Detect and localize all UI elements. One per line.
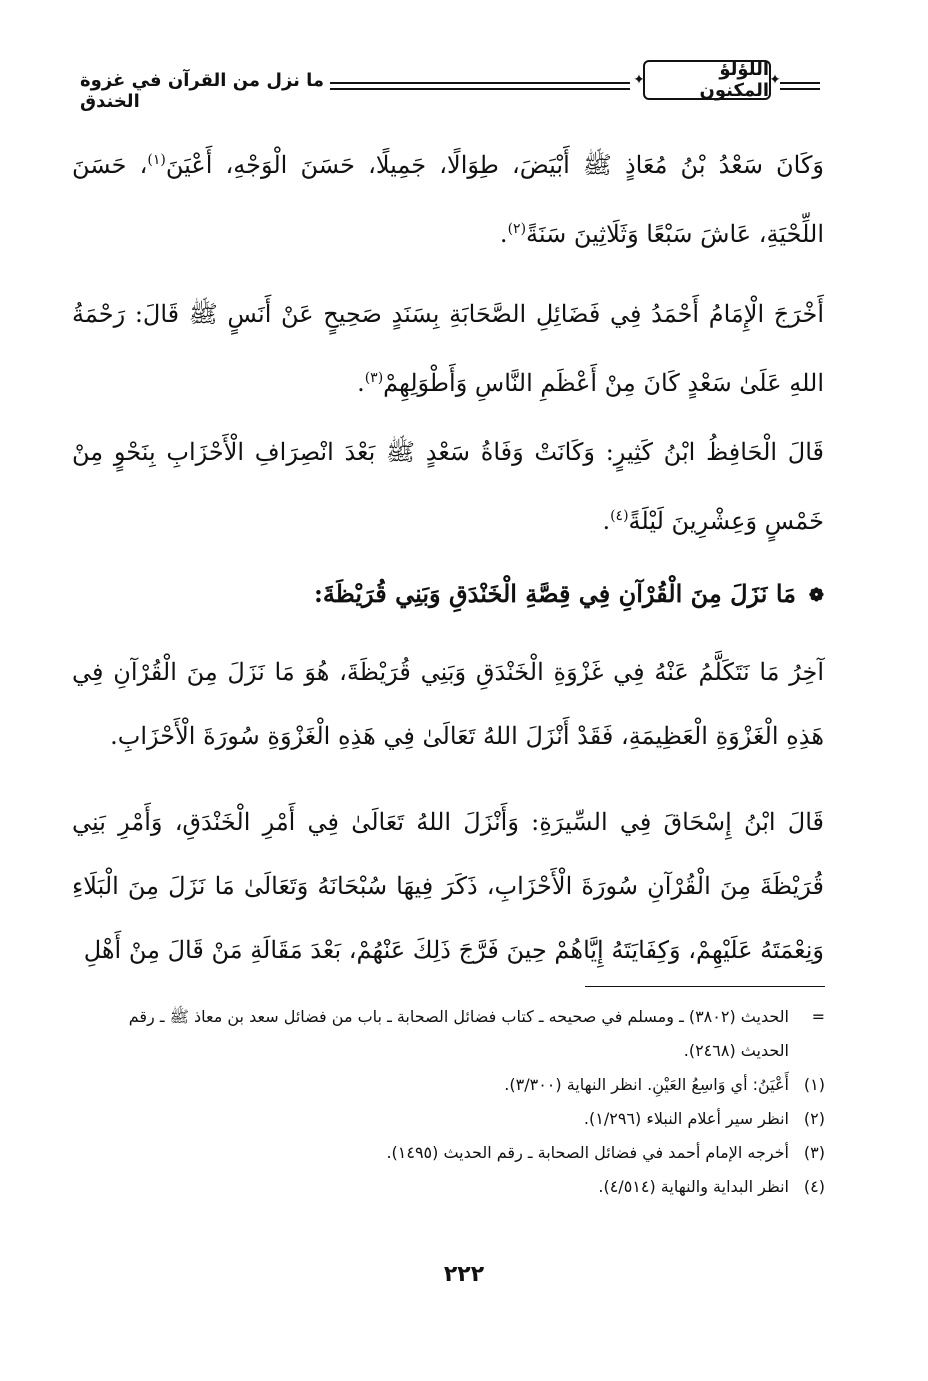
paragraph-1-text: وَكَانَ سَعْدُ بْنُ مُعَاذٍ ﷺ أَبْيَضَ، طِوَالًا، جَمِيلًا، حَسَنَ الْوَجْهِ، أَعْيَنَ: [165, 151, 825, 179]
ornament-icon: ✦: [633, 72, 645, 88]
book-title: اللؤلؤ المكنون: [699, 59, 769, 101]
footnotes: [80, 1000, 825, 1204]
section-heading: [72, 570, 824, 618]
header-rule-left: [330, 82, 630, 90]
footnote-text: أخرجه الإمام أحمد في فضائل الصحابة ـ رقم الحديث (١٤٩٥).: [386, 1143, 789, 1162]
paragraph-1: وَكَانَ سَعْدُ بْنُ مُعَاذٍ ﷺ أَبْيَضَ، طِوَالًا، جَمِيلًا، حَسَنَ الْوَجْهِ، أَعْيَنَ$^{(١)}$، حَسَنَ اللِّحْيَةِ، عَاشَ سَبْعًا وَثَلَاثِينَ سَنَةً$^{(٢)}$.: [72, 151, 825, 248]
continuation-mark: =: [811, 1007, 825, 1026]
footnote-ref-2: (٢): [507, 221, 527, 237]
flower-icon: ❁: [808, 584, 824, 606]
page-number: ٢٢٢: [443, 1262, 485, 1287]
footnote-text: أَعْيَنُ: أي وَاسِعُ العَيْنِ. انظر النهاية (٣/٣٠٠).: [504, 1075, 789, 1094]
footnote-number: (٣): [803, 1143, 825, 1162]
footnote-divider: [585, 986, 825, 987]
chapter-title: ما نزل من القرآن في غزوة الخندق: [80, 70, 325, 112]
footnote-item: [80, 1170, 825, 1204]
footnote-text: انظر البداية والنهاية (٤/٥١٤).: [598, 1177, 789, 1196]
paragraph-5: قَالَ ابْنُ إِسْحَاقَ فِي السِّيرَةِ: وَأَنْزَلَ اللهُ تَعَالَىٰ فِي أَمْرِ الْخَنْدَقِ، وَأَمْرِ بَنِي قُرَيْظَةَ مِنَ الْقُرْآنِ سُورَةَ الْأَحْزَابِ، ذَكَرَ فِيهَا سُبْحَانَهُ وَتَعَالَىٰ مَا نَزَلَ مِنَ الْبَلَاءِ وَنِعْمَتَهُ عَلَيْهِمْ، وَكِفَايَتَهُ إِيَّاهُمْ حِينَ فَرَّجَ ذَلِكَ عَنْهُمْ، بَعْدَ مَقَالَةِ مَنْ قَالَ مِنْ أَهْلِ: [72, 808, 824, 964]
footnote-number: (٢): [803, 1109, 825, 1128]
footnote-number: (٤): [803, 1177, 825, 1196]
paragraph-3: قَالَ الْحَافِظُ ابْنُ كَثِيرٍ: وَكَانَتْ وَفَاةُ سَعْدٍ ﷺ بَعْدَ انْصِرَافِ الْأَحْزَابِ بِنَحْوٍ مِنْ خَمْسٍ وَعِشْرِينَ لَيْلَةً$^{(٤)}$.: [72, 438, 824, 535]
section-heading-text: مَا نَزَلَ مِنَ الْقُرْآنِ فِي قِصَّةِ الْخَنْدَقِ وَبَنِي قُرَيْظَةَ:: [313, 579, 796, 608]
footnote-ref-1: (١): [147, 152, 166, 168]
header-rule-right: [780, 82, 820, 90]
footnote-continuation: [80, 1000, 825, 1068]
paragraph-4: آخِرُ مَا نَتَكَلَّمُ عَنْهُ فِي غَزْوَةِ الْخَنْدَقِ وَبَنِي قُرَيْظَةَ، هُوَ مَا نَزَلَ مِنَ الْقُرْآنِ فِي هَذِهِ الْغَزْوَةِ الْعَظِيمَةِ، فَقَدْ أَنْزَلَ اللهُ تَعَالَىٰ فِي هَذِهِ الْغَزْوَةِ سُورَةَ الْأَحْزَابِ.: [72, 658, 824, 750]
paragraph-2: أَخْرَجَ الْإِمَامُ أَحْمَدُ فِي فَضَائِلِ الصَّحَابَةِ بِسَنَدٍ صَحِيحٍ عَنْ أَنَسٍ ﷺ قَالَ: رَحْمَةُ اللهِ عَلَىٰ سَعْدٍ كَانَ مِنْ أَعْظَمِ النَّاسِ وَأَطْوَلِهِمْ$^{(٣)}$.: [72, 300, 824, 397]
running-header: [80, 58, 820, 112]
footnote-item: [80, 1068, 825, 1102]
paragraph-2-text: أَخْرَجَ الْإِمَامُ أَحْمَدُ فِي فَضَائِلِ الصَّحَابَةِ بِسَنَدٍ صَحِيحٍ عَنْ أَنَسٍ ﷺ قَالَ: رَحْمَةُ اللهِ عَلَىٰ سَعْدٍ كَانَ مِنْ أَعْظَمِ النَّاسِ وَأَطْوَلِهِمْ: [72, 300, 824, 397]
book-title-cartouche: [633, 59, 781, 101]
ornament-icon: ✦: [769, 72, 781, 88]
footnote-ref-3: (٣): [364, 370, 384, 386]
paragraph-3-text: قَالَ الْحَافِظُ ابْنُ كَثِيرٍ: وَكَانَتْ وَفَاةُ سَعْدٍ ﷺ بَعْدَ انْصِرَافِ الْأَحْزَابِ بِنَحْوٍ مِنْ خَمْسٍ وَعِشْرِينَ لَيْلَةً: [72, 438, 824, 535]
footnote-item: [80, 1136, 825, 1170]
footnote-number: (١): [803, 1075, 825, 1094]
paragraph-1-tail: ، حَسَنَ اللِّحْيَةِ، عَاشَ سَبْعًا وَثَلَاثِينَ سَنَةً: [72, 151, 824, 248]
footnote-text: انظر سير أعلام النبلاء (١/٢٩٦).: [583, 1109, 789, 1128]
footnote-continuation-text: الحديث (٣٨٠٢) ـ ومسلم في صحيحه ـ كتاب فضائل الصحابة ـ باب من فضائل سعد بن معاذ ﷺ ـ رقم الحديث (٢٤٦٨).: [128, 1007, 789, 1060]
footnote-item: [80, 1102, 825, 1136]
footnote-ref-4: (٤): [610, 508, 629, 524]
